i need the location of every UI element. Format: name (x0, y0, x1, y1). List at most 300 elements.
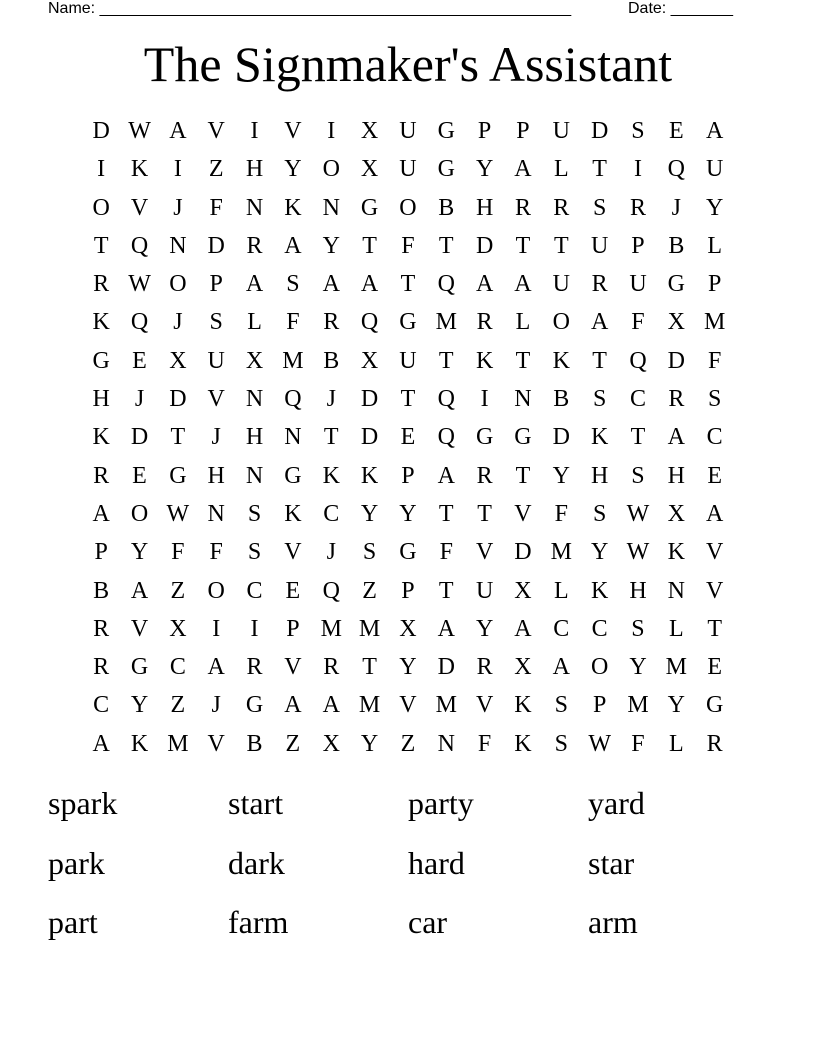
word-list-item: farm (228, 904, 289, 940)
grid-cell: D (514, 539, 532, 566)
grid-cell: I (173, 156, 182, 183)
grid-cell: Q (322, 577, 340, 604)
grid-cell: A (706, 118, 724, 144)
grid-cell: A (322, 271, 340, 298)
grid-cell: E (285, 577, 301, 604)
grid-cell: D (552, 424, 570, 451)
grid-cell: C (706, 424, 723, 451)
grid-cell: D (92, 118, 110, 144)
grid-cell: Y (399, 500, 417, 527)
grid-cell: O (207, 577, 225, 604)
grid-cell: H (92, 386, 110, 413)
grid-cell: R (93, 462, 110, 489)
grid-cell: F (707, 347, 722, 374)
word-list-item: star (588, 844, 635, 881)
grid-cell: U (399, 347, 417, 374)
grid-cell: E (668, 118, 684, 144)
grid-cell: X (514, 577, 532, 604)
grid-cell: V (284, 539, 302, 566)
grid-cell: S (286, 271, 300, 298)
grid-cell: G (399, 539, 417, 566)
grid-cell: F (439, 539, 453, 566)
grid-cell: M (358, 615, 381, 642)
grid-cell: M (550, 539, 572, 566)
grid-cell: L (553, 577, 569, 604)
grid-cell: S (554, 692, 568, 719)
grid-cell: T (400, 271, 416, 298)
grid-cell: Y (130, 692, 149, 719)
grid-cell: B (553, 386, 570, 413)
grid-cell: A (284, 692, 302, 719)
grid-cell: A (92, 730, 110, 757)
grid-cell: T (630, 424, 646, 451)
grid-cell: P (592, 692, 607, 719)
grid-cell: T (362, 654, 377, 681)
grid-cell: L (668, 730, 684, 757)
grid-cell: M (320, 615, 342, 642)
grid-cell: T (438, 347, 454, 374)
grid-cell: B (438, 194, 455, 221)
grid-cell: R (706, 730, 723, 757)
grid-cell: A (514, 271, 532, 298)
grid-cell: T (438, 232, 454, 259)
grid-cell: R (93, 615, 110, 642)
grid-cell: C (553, 615, 570, 642)
grid-cell: Y (360, 730, 379, 757)
grid-cell: Q (360, 309, 379, 336)
grid-cell: R (476, 462, 493, 489)
grid-cell: D (590, 118, 609, 144)
grid-cell: Y (130, 539, 149, 566)
grid-cell: I (212, 615, 221, 642)
grid-cell: Q (437, 424, 455, 451)
grid-cell: D (360, 386, 379, 413)
grid-cell: R (246, 232, 263, 259)
grid-cell: K (92, 309, 110, 336)
grid-cell: X (667, 500, 685, 527)
grid-cell: N (207, 500, 225, 527)
grid-cell: V (130, 615, 149, 642)
letter-grid (82, 112, 734, 763)
grid-cell: T (592, 156, 607, 183)
grid-cell: N (437, 730, 455, 757)
grid-cell: F (209, 539, 223, 566)
grid-cell: P (707, 271, 722, 298)
grid-cell: Z (285, 730, 301, 757)
grid-cell: B (93, 577, 110, 604)
grid-cell: R (323, 309, 340, 336)
grid-cell: S (362, 539, 377, 566)
grid-cell: Q (284, 386, 302, 413)
grid-cell: N (169, 232, 187, 259)
grid-cell: O (130, 500, 149, 527)
grid-cell: K (552, 347, 570, 374)
grid-cell: S (247, 500, 262, 527)
grid-cell: U (207, 347, 225, 374)
word-list-item: park (48, 844, 105, 881)
grid-cell: J (211, 424, 221, 451)
grid-cell: P (631, 232, 645, 259)
grid-cell: A (437, 615, 455, 642)
grid-cell: K (284, 500, 302, 527)
grid-cell: M (167, 730, 189, 757)
word-list-item: part (48, 904, 98, 940)
grid-cell: V (399, 692, 417, 719)
grid-cell: C (246, 577, 263, 604)
grid-cell: Q (437, 386, 455, 413)
word-list-item: start (228, 785, 284, 821)
grid-cell: X (360, 156, 379, 183)
grid-cell: Y (399, 654, 417, 681)
grid-cell: T (515, 347, 531, 374)
grid-cell: V (207, 118, 225, 144)
grid-cell: T (438, 577, 454, 604)
grid-cell: F (631, 730, 645, 757)
grid-cell: R (476, 309, 493, 336)
grid-cell: L (707, 232, 722, 259)
grid-cell: K (590, 577, 609, 604)
grid-cell: W (128, 271, 151, 298)
grid-cell: Y (322, 232, 340, 259)
grid-cell: N (667, 577, 685, 604)
grid-cell: S (631, 118, 645, 144)
grid-cell: S (707, 386, 722, 413)
grid-cell: N (245, 194, 264, 221)
grid-cell: M (435, 309, 457, 336)
grid-cell: R (93, 271, 110, 298)
grid-cell: T (362, 232, 377, 259)
grid-cell: C (629, 386, 646, 413)
grid-cell: E (132, 462, 147, 489)
grid-cell: P (401, 577, 415, 604)
grid-cell: Q (629, 347, 647, 374)
grid-cell: W (166, 500, 190, 527)
grid-cell: T (93, 232, 109, 259)
grid-cell: N (245, 462, 264, 489)
grid-cell: T (515, 462, 531, 489)
header (48, 0, 748, 20)
grid-cell: P (516, 118, 530, 144)
grid-cell: A (437, 462, 455, 489)
grid-cell: S (631, 615, 645, 642)
grid-cell: Y (284, 156, 302, 183)
grid-cell: B (246, 730, 263, 757)
grid-cell: A (130, 577, 149, 604)
grid-cell: G (245, 692, 264, 719)
grid-cell: O (590, 654, 609, 681)
grid-cell: M (435, 692, 457, 719)
grid-cell: R (629, 194, 646, 221)
grid-cell: C (591, 615, 608, 642)
grid-cell: H (629, 577, 647, 604)
grid-cell: S (247, 539, 262, 566)
grid-cell: G (706, 692, 724, 719)
grid-cell: U (706, 156, 724, 183)
word-list-item: arm (588, 904, 638, 940)
grid-cell: T (438, 500, 454, 527)
grid-cell: H (590, 462, 609, 489)
grid-cell: G (169, 462, 187, 489)
grid-cell: V (475, 539, 494, 566)
grid-cell: K (514, 692, 532, 719)
grid-cell: X (399, 615, 417, 642)
grid-cell: E (707, 462, 722, 489)
grid-cell: G (360, 194, 379, 221)
grid-cell: U (629, 271, 647, 298)
grid-cell: X (360, 118, 379, 144)
grid-cell: H (667, 462, 685, 489)
date-field-label: Date: _______ (628, 0, 733, 17)
grid-cell: G (514, 424, 532, 451)
grid-cell: Q (130, 232, 149, 259)
grid-cell: F (554, 500, 568, 527)
grid-cell: A (169, 118, 187, 144)
grid-cell: D (475, 232, 494, 259)
grid-cell: T (707, 615, 722, 642)
grid-cell: C (323, 500, 340, 527)
grid-cell: A (514, 615, 532, 642)
grid-cell: G (130, 654, 149, 681)
grid-cell: A (92, 500, 110, 527)
grid-cell: S (592, 194, 607, 221)
grid-cell: U (552, 271, 570, 298)
grid-cell: K (360, 462, 379, 489)
grid-cell: V (207, 386, 225, 413)
grid-cell: F (171, 539, 185, 566)
grid-cell: P (94, 539, 108, 566)
grid-cell: Y (590, 539, 609, 566)
grid-cell: P (286, 615, 300, 642)
grid-cell: A (360, 271, 379, 298)
grid-cell: D (360, 424, 379, 451)
grid-cell: W (588, 730, 611, 757)
grid-cell: C (93, 692, 110, 719)
grid-cell: X (514, 654, 532, 681)
grid-cell: D (130, 424, 149, 451)
grid-cell: K (667, 539, 685, 566)
grid-cell: A (207, 654, 225, 681)
grid-cell: S (209, 309, 223, 336)
grid-cell: I (327, 118, 336, 144)
grid-cell: S (592, 500, 607, 527)
grid-cell: Y (475, 156, 494, 183)
grid-cell: I (250, 118, 259, 144)
grid-cell: A (284, 232, 302, 259)
grid-cell: A (514, 156, 532, 183)
grid-cell: K (92, 424, 110, 451)
grid-cell: R (553, 194, 570, 221)
grid-cell: C (169, 654, 186, 681)
grid-cell: I (97, 156, 106, 183)
word-list-item: hard (408, 844, 465, 881)
word-list-item: car (408, 904, 448, 940)
grid-cell: Y (475, 615, 494, 642)
grid-cell: T (515, 232, 531, 259)
grid-cell: Q (437, 271, 455, 298)
grid-cell: P (401, 462, 415, 489)
grid-cell: N (245, 386, 264, 413)
grid-cell: J (326, 539, 336, 566)
grid-cell: O (92, 194, 110, 221)
grid-cell: T (553, 232, 569, 259)
grid-cell: D (169, 386, 187, 413)
grid-cell: F (286, 309, 300, 336)
grid-cell: R (476, 654, 493, 681)
grid-cell: I (250, 615, 259, 642)
word-list-item: party (408, 785, 474, 821)
grid-cell: H (475, 194, 494, 221)
grid-cell: A (706, 500, 724, 527)
word-list-item: yard (588, 785, 645, 821)
grid-cell: V (514, 500, 532, 527)
grid-cell: Z (362, 577, 377, 604)
grid-cell: Z (170, 692, 186, 719)
grid-cell: P (209, 271, 223, 298)
grid-cell: G (399, 309, 417, 336)
grid-cell: T (170, 424, 186, 451)
page-title: The Signmaker's Assistant (143, 36, 673, 92)
grid-cell: Z (400, 730, 416, 757)
grid-cell: V (475, 692, 494, 719)
grid-cell: J (211, 692, 221, 719)
grid-cell: R (668, 386, 685, 413)
grid-cell: S (631, 462, 645, 489)
grid-cell: J (134, 386, 145, 413)
grid-cell: I (633, 156, 642, 183)
grid-cell: W (626, 500, 650, 527)
grid-cell: D (667, 347, 685, 374)
grid-cell: O (399, 194, 417, 221)
grid-cell: D (207, 232, 225, 259)
grid-cell: K (130, 730, 149, 757)
word-list (48, 781, 768, 960)
grid-cell: R (93, 654, 110, 681)
grid-cell: P (477, 118, 492, 144)
grid-cell: V (284, 118, 302, 144)
grid-cell: X (169, 347, 187, 374)
grid-cell: G (667, 271, 685, 298)
grid-cell: U (552, 118, 570, 144)
grid-cell: K (475, 347, 494, 374)
grid-cell: B (668, 232, 685, 259)
grid-cell: N (322, 194, 340, 221)
grid-cell: K (514, 730, 532, 757)
grid-cell: H (245, 156, 264, 183)
grid-cell: V (284, 654, 302, 681)
word-list-item: dark (228, 844, 285, 881)
grid-cell: A (322, 692, 340, 719)
grid-cell: Y (667, 692, 685, 719)
grid-cell: H (245, 424, 264, 451)
grid-cell: Z (170, 577, 186, 604)
grid-cell: V (207, 730, 225, 757)
grid-cell: K (322, 462, 340, 489)
grid-cell: J (671, 194, 681, 221)
grid-cell: G (475, 424, 494, 451)
grid-cell: A (667, 424, 685, 451)
grid-cell: A (590, 309, 609, 336)
grid-cell: J (173, 309, 183, 336)
grid-cell: D (437, 654, 455, 681)
grid-cell: M (282, 347, 304, 374)
grid-cell: V (130, 194, 149, 221)
grid-cell: K (284, 194, 302, 221)
grid-cell: E (400, 424, 416, 451)
grid-cell: S (554, 730, 568, 757)
grid-cell: U (475, 577, 494, 604)
grid-cell: Y (706, 194, 724, 221)
grid-cell: M (627, 692, 649, 719)
grid-cell: X (322, 730, 340, 757)
grid-cell: Z (208, 156, 224, 183)
grid-cell: X (667, 309, 685, 336)
grid-cell: T (477, 500, 492, 527)
grid-cell: O (169, 271, 187, 298)
grid-cell: N (284, 424, 302, 451)
grid-cell: J (173, 194, 183, 221)
grid-cell: U (399, 156, 417, 183)
grid-cell: L (553, 156, 569, 183)
grid-cell: J (326, 386, 336, 413)
grid-cell: X (169, 615, 187, 642)
grid-cell: A (245, 271, 264, 298)
grid-cell: L (247, 309, 262, 336)
grid-cell: Y (360, 500, 379, 527)
grid-cell: K (590, 424, 609, 451)
grid-cell: Q (130, 309, 149, 336)
grid-cell: W (128, 118, 151, 144)
grid-cell: A (475, 271, 494, 298)
grid-cell: X (360, 347, 379, 374)
grid-cell: A (552, 654, 570, 681)
grid-cell: F (209, 194, 223, 221)
grid-cell: M (665, 654, 687, 681)
word-list-item: spark (48, 785, 118, 821)
grid-cell: Q (667, 156, 685, 183)
grid-cell: V (706, 577, 724, 604)
grid-cell: R (591, 271, 608, 298)
grid-cell: Y (629, 654, 647, 681)
grid-cell: T (323, 424, 339, 451)
grid-cell: R (246, 654, 263, 681)
grid-cell: W (626, 539, 650, 566)
grid-cell: O (322, 156, 340, 183)
grid-cell: M (704, 309, 726, 336)
grid-cell: B (323, 347, 340, 374)
grid-cell: R (323, 654, 340, 681)
grid-cell: R (514, 194, 531, 221)
grid-cell: V (706, 539, 724, 566)
name-field-label: Name: _____________________________________________________ (48, 0, 572, 17)
grid-cell: M (358, 692, 381, 719)
grid-cell: H (207, 462, 225, 489)
grid-cell: L (668, 615, 684, 642)
grid-cell: S (592, 386, 607, 413)
grid-cell: E (707, 654, 722, 681)
grid-cell: I (480, 386, 489, 413)
grid-cell: T (400, 386, 416, 413)
grid-cell: X (245, 347, 264, 374)
grid-cell: G (284, 462, 302, 489)
grid-cell: L (515, 309, 531, 336)
grid-cell: T (592, 347, 607, 374)
grid-cell: F (477, 730, 492, 757)
grid-cell: E (132, 347, 147, 374)
grid-cell: F (401, 232, 415, 259)
grid-cell: G (92, 347, 110, 374)
grid-cell: N (514, 386, 532, 413)
grid-cell: O (552, 309, 570, 336)
